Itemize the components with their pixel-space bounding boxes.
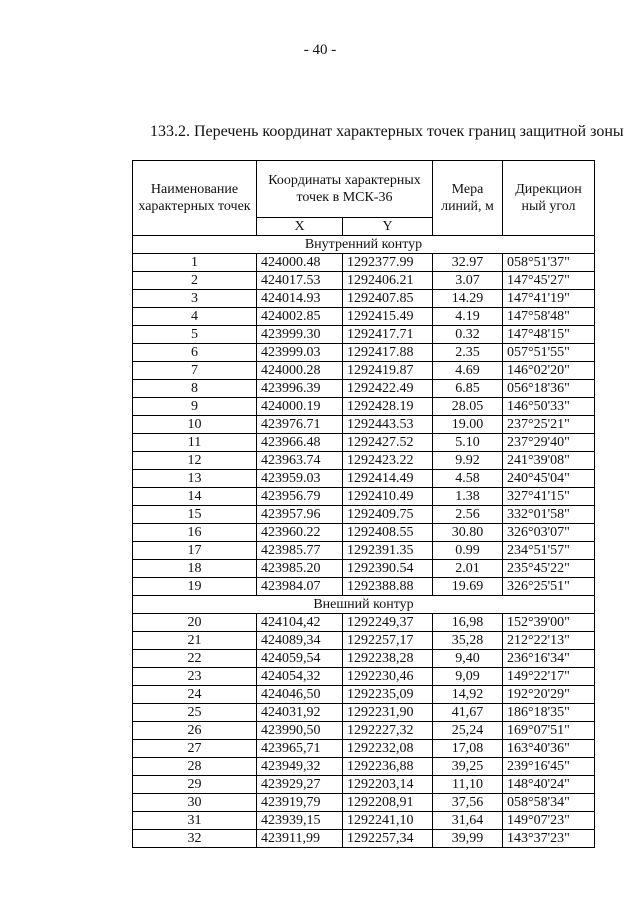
- section-row: [133, 596, 595, 614]
- point-number: 26: [133, 722, 257, 740]
- point-number: 4: [133, 308, 257, 326]
- coord-x: 423984.07: [257, 578, 343, 596]
- line-measure: 25,24: [433, 722, 503, 740]
- coord-x: 424089,34: [257, 632, 343, 650]
- direction-angle: 152°39'00": [503, 614, 595, 632]
- point-number: 15: [133, 506, 257, 524]
- line-measure: 14,92: [433, 686, 503, 704]
- direction-angle: 237°25'21": [503, 416, 595, 434]
- direction-angle: 149°07'23": [503, 812, 595, 830]
- coord-y: 1292408.55: [343, 524, 433, 542]
- point-number: 31: [133, 812, 257, 830]
- table-row: [133, 452, 595, 470]
- table-row: [133, 308, 595, 326]
- direction-angle: 236°16'34": [503, 650, 595, 668]
- section-heading: 133.2. Перечень координат характерных точек границ защитной зоны: [150, 123, 624, 140]
- point-number: 6: [133, 344, 257, 362]
- line-measure: 14.29: [433, 290, 503, 308]
- coord-y: 1292415.49: [343, 308, 433, 326]
- direction-angle: 332°01'58": [503, 506, 595, 524]
- table-row: [133, 614, 595, 632]
- coord-x: 423999.30: [257, 326, 343, 344]
- point-number: 20: [133, 614, 257, 632]
- coord-y: 1292388.88: [343, 578, 433, 596]
- coord-y: 1292423.22: [343, 452, 433, 470]
- direction-angle: 212°22'13": [503, 632, 595, 650]
- direction-angle: 148°40'24": [503, 776, 595, 794]
- coordinates-table: [132, 160, 595, 848]
- coord-x: 423919,79: [257, 794, 343, 812]
- direction-angle: 192°20'29": [503, 686, 595, 704]
- line-measure: 31,64: [433, 812, 503, 830]
- direction-angle: 239°16'45": [503, 758, 595, 776]
- coord-y: 1292409.75: [343, 506, 433, 524]
- coord-y: 1292230,46: [343, 668, 433, 686]
- line-measure: 9,40: [433, 650, 503, 668]
- line-measure: 39,99: [433, 830, 503, 848]
- coord-x: 423996.39: [257, 380, 343, 398]
- direction-angle: 147°41'19": [503, 290, 595, 308]
- point-number: 9: [133, 398, 257, 416]
- coord-y: 1292417.88: [343, 344, 433, 362]
- direction-angle: 234°51'57": [503, 542, 595, 560]
- coord-x: 423985.77: [257, 542, 343, 560]
- coord-y: 1292407.85: [343, 290, 433, 308]
- table-row: [133, 740, 595, 758]
- table-row: [133, 830, 595, 848]
- header-direction-angle: Дирекцион ный угол: [503, 161, 595, 236]
- direction-angle: 237°29'40": [503, 434, 595, 452]
- point-number: 2: [133, 272, 257, 290]
- header-y: Y: [343, 218, 433, 236]
- coord-x: 423963.74: [257, 452, 343, 470]
- table-row: [133, 776, 595, 794]
- line-measure: 5.10: [433, 434, 503, 452]
- coord-y: 1292208,91: [343, 794, 433, 812]
- line-measure: 39,25: [433, 758, 503, 776]
- direction-angle: 058°51'37": [503, 254, 595, 272]
- coord-y: 1292238,28: [343, 650, 433, 668]
- coord-y: 1292410.49: [343, 488, 433, 506]
- section-title: Внешний контур: [133, 596, 595, 614]
- table-row: [133, 686, 595, 704]
- line-measure: 35,28: [433, 632, 503, 650]
- coord-x: 423911,99: [257, 830, 343, 848]
- point-number: 21: [133, 632, 257, 650]
- table-row: [133, 578, 595, 596]
- header-x: X: [257, 218, 343, 236]
- coord-x: 423949,32: [257, 758, 343, 776]
- direction-angle: 057°51'55": [503, 344, 595, 362]
- line-measure: 0.32: [433, 326, 503, 344]
- table-row: [133, 722, 595, 740]
- direction-angle: 147°48'15": [503, 326, 595, 344]
- coord-x: 423960.22: [257, 524, 343, 542]
- point-number: 5: [133, 326, 257, 344]
- table-row: [133, 506, 595, 524]
- coord-y: 1292235,09: [343, 686, 433, 704]
- direction-angle: 240°45'04": [503, 470, 595, 488]
- coord-x: 424000.48: [257, 254, 343, 272]
- coord-y: 1292422.49: [343, 380, 433, 398]
- table-row: [133, 758, 595, 776]
- table-row: [133, 524, 595, 542]
- direction-angle: 147°58'48": [503, 308, 595, 326]
- coord-y: 1292231,90: [343, 704, 433, 722]
- direction-angle: 169°07'51": [503, 722, 595, 740]
- table-row: [133, 380, 595, 398]
- table-row: [133, 362, 595, 380]
- point-number: 25: [133, 704, 257, 722]
- coord-y: 1292377.99: [343, 254, 433, 272]
- line-measure: 32.97: [433, 254, 503, 272]
- point-number: 3: [133, 290, 257, 308]
- table-body: [133, 236, 595, 848]
- point-number: 16: [133, 524, 257, 542]
- point-number: 19: [133, 578, 257, 596]
- direction-angle: 326°03'07": [503, 524, 595, 542]
- table-row: [133, 416, 595, 434]
- coord-y: 1292227,32: [343, 722, 433, 740]
- table-row: [133, 470, 595, 488]
- line-measure: 17,08: [433, 740, 503, 758]
- section-row: [133, 236, 595, 254]
- direction-angle: 056°18'36": [503, 380, 595, 398]
- coord-y: 1292417.71: [343, 326, 433, 344]
- direction-angle: 147°45'27": [503, 272, 595, 290]
- table-row: [133, 272, 595, 290]
- coord-y: 1292414.49: [343, 470, 433, 488]
- coord-x: 424000.28: [257, 362, 343, 380]
- table-row: [133, 344, 595, 362]
- direction-angle: 241°39'08": [503, 452, 595, 470]
- coord-y: 1292241,10: [343, 812, 433, 830]
- table-row: [133, 704, 595, 722]
- table-row: [133, 398, 595, 416]
- table-row: [133, 650, 595, 668]
- direction-angle: 143°37'23": [503, 830, 595, 848]
- coord-y: 1292419.87: [343, 362, 433, 380]
- coord-y: 1292406.21: [343, 272, 433, 290]
- line-measure: 1.38: [433, 488, 503, 506]
- coord-x: 423929,27: [257, 776, 343, 794]
- direction-angle: 235°45'22": [503, 560, 595, 578]
- table-row: [133, 632, 595, 650]
- point-number: 30: [133, 794, 257, 812]
- line-measure: 19.00: [433, 416, 503, 434]
- point-number: 11: [133, 434, 257, 452]
- direction-angle: 146°50'33": [503, 398, 595, 416]
- table-row: [133, 812, 595, 830]
- coord-x: 424031,92: [257, 704, 343, 722]
- point-number: 27: [133, 740, 257, 758]
- point-number: 17: [133, 542, 257, 560]
- point-number: 12: [133, 452, 257, 470]
- line-measure: 4.69: [433, 362, 503, 380]
- header-coordinates: Координаты характерных точек в МСК-36: [257, 161, 433, 218]
- coord-y: 1292428.19: [343, 398, 433, 416]
- coord-x: 423990,50: [257, 722, 343, 740]
- line-measure: 9.92: [433, 452, 503, 470]
- line-measure: 11,10: [433, 776, 503, 794]
- coord-y: 1292427.52: [343, 434, 433, 452]
- direction-angle: 146°02'20": [503, 362, 595, 380]
- table-row: [133, 794, 595, 812]
- direction-angle: 186°18'35": [503, 704, 595, 722]
- coord-y: 1292257,17: [343, 632, 433, 650]
- line-measure: 6.85: [433, 380, 503, 398]
- point-number: 22: [133, 650, 257, 668]
- coord-x: 423999.03: [257, 344, 343, 362]
- line-measure: 37,56: [433, 794, 503, 812]
- line-measure: 28.05: [433, 398, 503, 416]
- point-number: 32: [133, 830, 257, 848]
- table-row: [133, 668, 595, 686]
- coord-x: 423976.71: [257, 416, 343, 434]
- direction-angle: 149°22'17": [503, 668, 595, 686]
- coord-x: 423939,15: [257, 812, 343, 830]
- line-measure: 0.99: [433, 542, 503, 560]
- header-line-measure: Мера линий, м: [433, 161, 503, 236]
- line-measure: 9,09: [433, 668, 503, 686]
- table-row: [133, 542, 595, 560]
- coord-x: 424017.53: [257, 272, 343, 290]
- coord-y: 1292391.35: [343, 542, 433, 560]
- coord-x: 424002.85: [257, 308, 343, 326]
- coord-x: 423985.20: [257, 560, 343, 578]
- line-measure: 2.01: [433, 560, 503, 578]
- point-number: 23: [133, 668, 257, 686]
- coord-x: 423966.48: [257, 434, 343, 452]
- coord-x: 423965,71: [257, 740, 343, 758]
- coord-x: 423956.79: [257, 488, 343, 506]
- coord-x: 424054,32: [257, 668, 343, 686]
- direction-angle: 326°25'51": [503, 578, 595, 596]
- page-number: - 40 -: [303, 42, 337, 58]
- coord-y: 1292236,88: [343, 758, 433, 776]
- section-title: Внутренний контур: [133, 236, 595, 254]
- point-number: 13: [133, 470, 257, 488]
- coord-y: 1292443.53: [343, 416, 433, 434]
- point-number: 28: [133, 758, 257, 776]
- coord-x: 424000.19: [257, 398, 343, 416]
- line-measure: 19.69: [433, 578, 503, 596]
- coord-y: 1292203,14: [343, 776, 433, 794]
- direction-angle: 327°41'15": [503, 488, 595, 506]
- point-number: 29: [133, 776, 257, 794]
- coord-x: 423959.03: [257, 470, 343, 488]
- coord-x: 423957.96: [257, 506, 343, 524]
- coord-y: 1292232,08: [343, 740, 433, 758]
- coord-y: 1292249,37: [343, 614, 433, 632]
- coord-x: 424046,50: [257, 686, 343, 704]
- table-row: [133, 434, 595, 452]
- line-measure: 16,98: [433, 614, 503, 632]
- coord-y: 1292390.54: [343, 560, 433, 578]
- table-row: [133, 488, 595, 506]
- line-measure: 2.56: [433, 506, 503, 524]
- coord-x: 424104,42: [257, 614, 343, 632]
- point-number: 24: [133, 686, 257, 704]
- table-row: [133, 326, 595, 344]
- point-number: 7: [133, 362, 257, 380]
- point-number: 1: [133, 254, 257, 272]
- point-number: 10: [133, 416, 257, 434]
- line-measure: 2.35: [433, 344, 503, 362]
- table-row: [133, 560, 595, 578]
- table-row: [133, 290, 595, 308]
- line-measure: 4.19: [433, 308, 503, 326]
- direction-angle: 058°58'34": [503, 794, 595, 812]
- point-number: 8: [133, 380, 257, 398]
- direction-angle: 163°40'36": [503, 740, 595, 758]
- point-number: 14: [133, 488, 257, 506]
- point-number: 18: [133, 560, 257, 578]
- line-measure: 41,67: [433, 704, 503, 722]
- line-measure: 30.80: [433, 524, 503, 542]
- line-measure: 3.07: [433, 272, 503, 290]
- coord-x: 424014.93: [257, 290, 343, 308]
- line-measure: 4.58: [433, 470, 503, 488]
- header-point-name: Наименование характерных точек: [133, 161, 257, 236]
- coord-y: 1292257,34: [343, 830, 433, 848]
- coord-x: 424059,54: [257, 650, 343, 668]
- table-row: [133, 254, 595, 272]
